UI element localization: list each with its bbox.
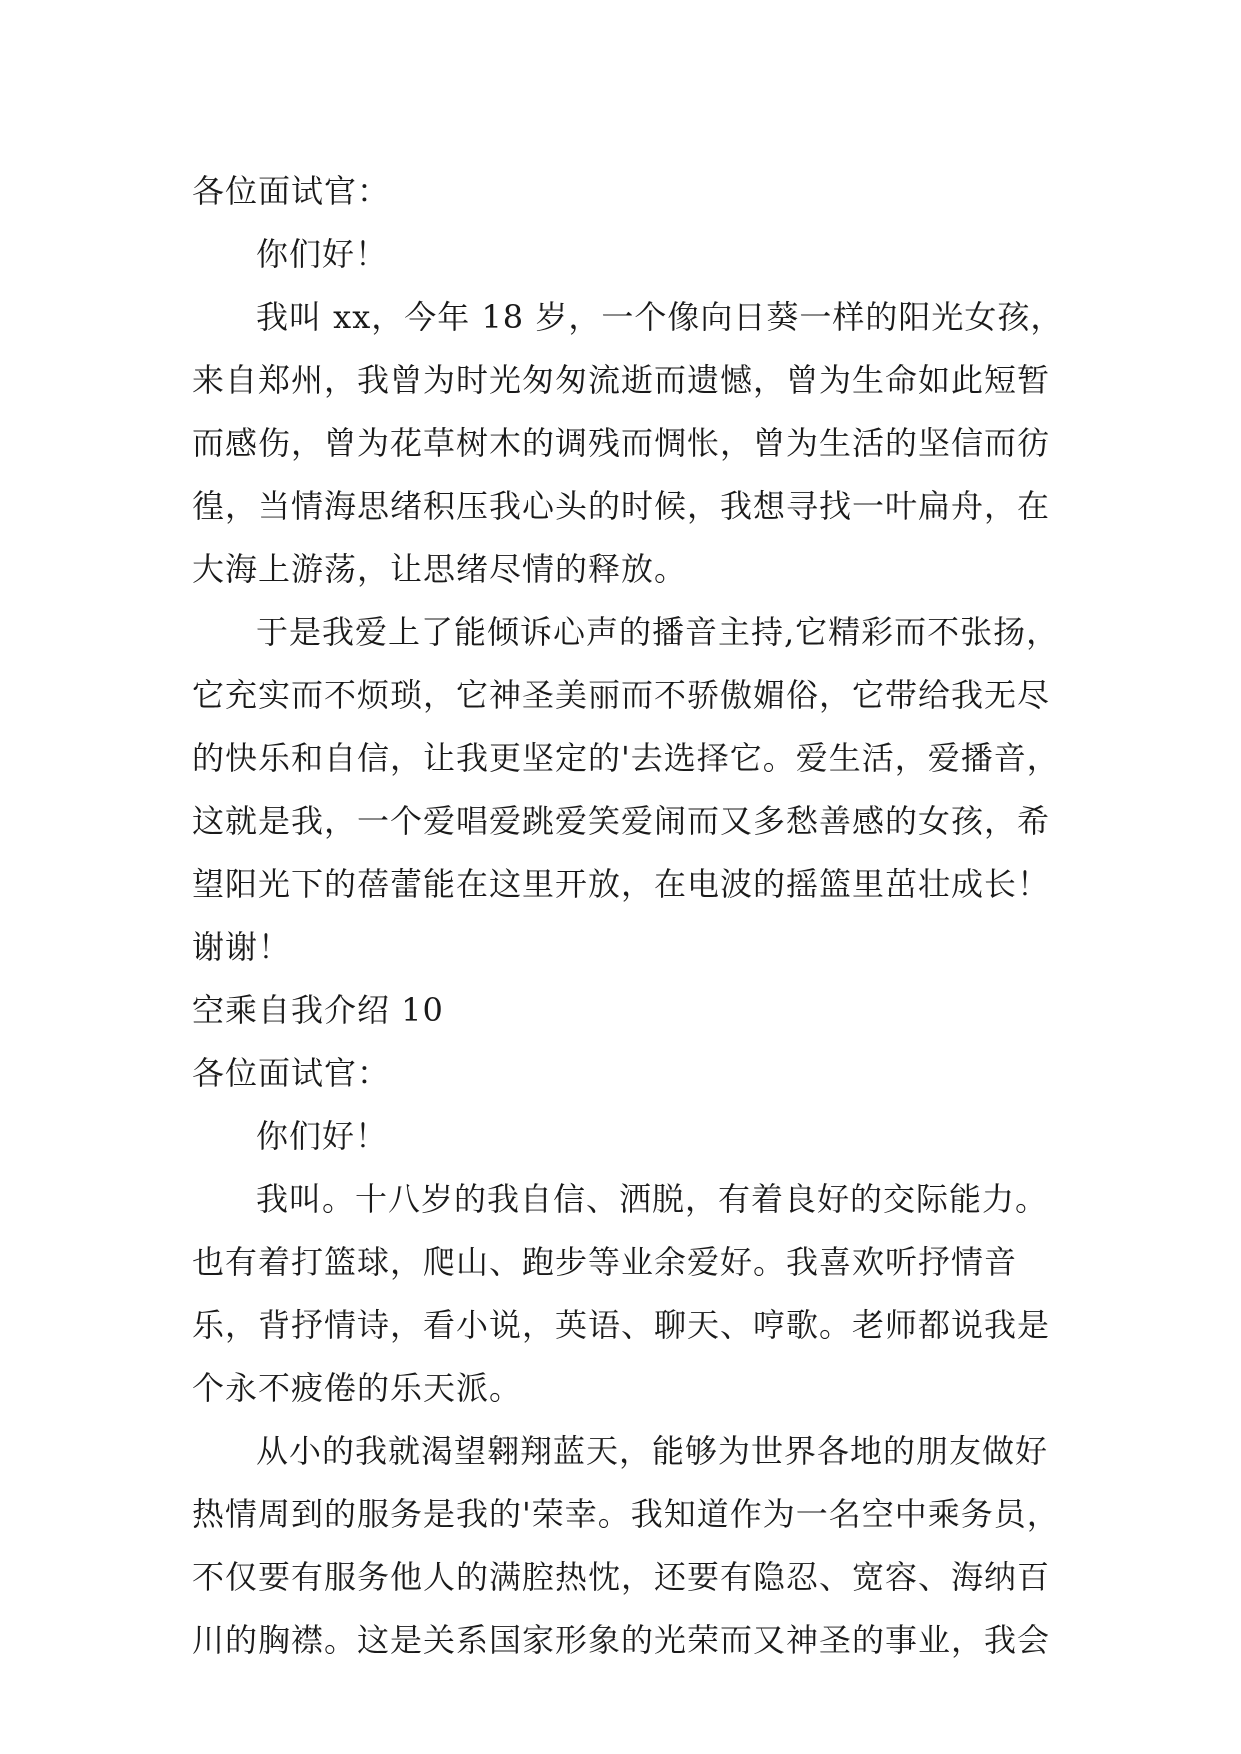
- greeting: 你们好！: [256, 1117, 389, 1155]
- section-heading: 空乘自我介绍 10: [192, 991, 444, 1029]
- paragraph: 从小的我就渴望翱翔蓝天，能够为世界各地的朋友做好热情周到的服务是我的'荣幸。我知道作为一名空中乘务员，不仅要有服务他人的满腔热忱，还要有隐忍、宽容、海纳百川的胸襟。这是关系国家形象的光荣而又神圣的事业，我会: [192, 1432, 1060, 1659]
- paragraph: 我叫。十八岁的我自信、洒脱，有着良好的交际能力。也有着打篮球，爬山、跑步等业余爱好。我喜欢听抒情音乐，背抒情诗，看小说，英语、聊天、哼歌。老师都说我是个永不疲倦的乐天派。: [192, 1180, 1051, 1407]
- greeting: 你们好！: [256, 235, 389, 273]
- document-body: [192, 160, 1072, 1672]
- salutation: 各位面试官：: [192, 172, 391, 210]
- salutation: 各位面试官：: [192, 1054, 391, 1092]
- paragraph: 于是我爱上了能倾诉心声的播音主持,它精彩而不张扬，它充实而不烦琐，它神圣美丽而不骄傲媚俗，它带给我无尽的快乐和自信，让我更坚定的'去选择它。爱生活，爱播音，这就是我，一个爱唱爱跳爱笑爱闹而又多愁善感的女孩，希望阳光下的蓓蕾能在这里开放，在电波的摇篮里茁壮成长！谢谢！: [192, 613, 1060, 966]
- paragraph: 我叫 xx，今年 18 岁，一个像向日葵一样的阳光女孩，来自郑州，我曾为时光匆匆流逝而遗憾，曾为生命如此短暂而感伤，曾为花草树木的调残而惆怅，曾为生活的坚信而彷徨，当情海思绪积压我心头的时候，我想寻找一叶扁舟，在大海上游荡，让思绪尽情的释放。: [192, 298, 1064, 588]
